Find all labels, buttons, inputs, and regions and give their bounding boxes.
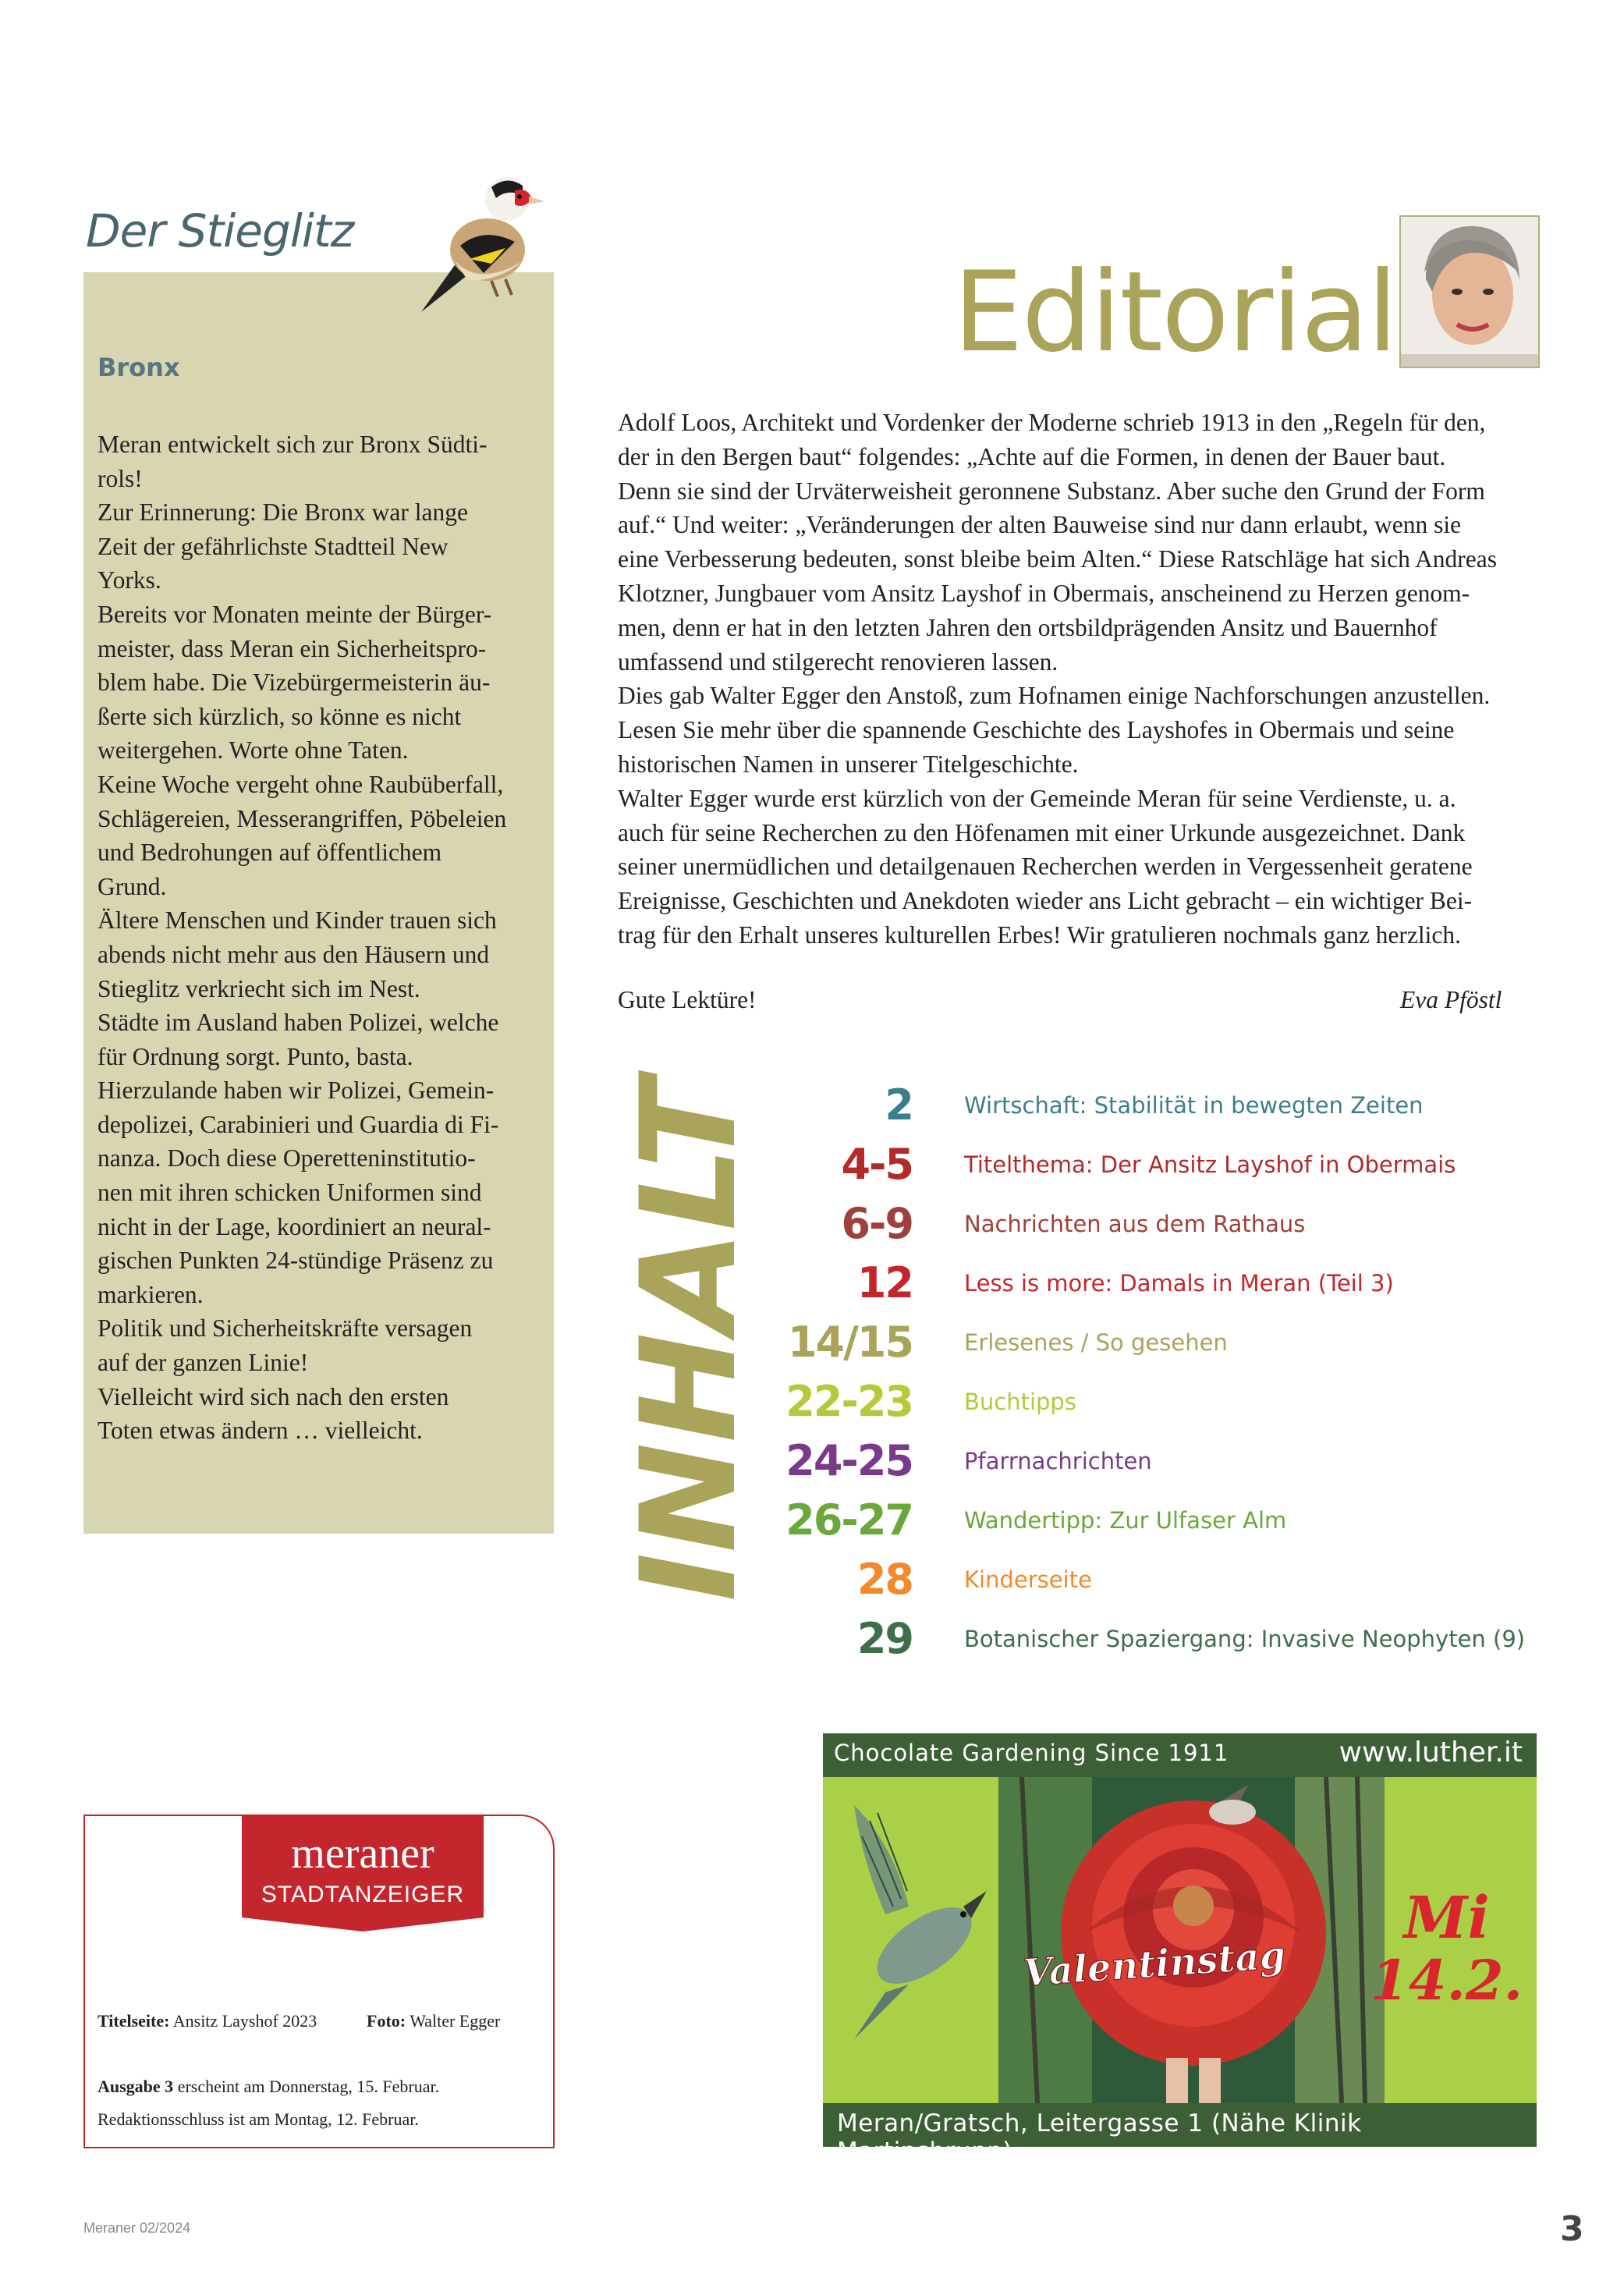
issue-text: erscheint am Donnerstag, 15. Februar. bbox=[177, 2077, 440, 2096]
valentinstag-text: Valentinstag bbox=[1021, 1933, 1287, 1995]
page-number: 3 bbox=[1560, 2209, 1584, 2249]
body-line: Schlägereien, Messerangriffen, Pöbeleien bbox=[98, 804, 507, 832]
toc-title: Less is more: Damals in Meran (Teil 3) bbox=[964, 1270, 1394, 1297]
author-portrait bbox=[1399, 215, 1540, 368]
cover-credit bbox=[98, 2011, 317, 2031]
body-line: Meran entwickelt sich zur Bronx Südti- bbox=[98, 431, 488, 458]
photo-value: Walter Egger bbox=[410, 2011, 501, 2031]
ad-date bbox=[1370, 1885, 1523, 2013]
body-line: eine Verbesserung bedeuten, sonst bleibe beim Alten.“ Diese Ratschläge hat sich Andreas bbox=[618, 545, 1497, 573]
body-line: Walter Egger wurde erst kürzlich von der Gemeinde Meran für seine Verdienste, u. a. bbox=[618, 784, 1456, 812]
body-line: Ereignisse, Geschichten und Anekdoten wieder ans Licht gebracht – ein wichtiger Bei- bbox=[618, 887, 1473, 915]
toc-title: Kinderseite bbox=[964, 1566, 1092, 1593]
toc-title: Buchtipps bbox=[964, 1389, 1076, 1415]
body-line: Stieglitz verkriecht sich im Nest. bbox=[98, 974, 420, 1002]
toc-title: Erlesenes / So gesehen bbox=[964, 1329, 1228, 1356]
toc-row[interactable] bbox=[749, 1493, 1607, 1548]
photo-credit bbox=[367, 2011, 500, 2031]
stieglitz-body bbox=[98, 427, 542, 1448]
masthead-logo-sub: STADTANZEIGER bbox=[261, 1882, 465, 1907]
ad-tagline: Chocolate Gardening Since 1911 bbox=[834, 1740, 1229, 1766]
body-line: Toten etwas ändern … vielleicht. bbox=[98, 1417, 423, 1445]
body-line: weitergehen. Worte ohne Taten. bbox=[98, 736, 409, 764]
issue-info bbox=[98, 2077, 439, 2097]
photo-label: Foto: bbox=[367, 2011, 406, 2031]
editorial-title: Editorial bbox=[953, 248, 1397, 377]
body-line: Adolf Loos, Architekt und Vordenker der Moderne schrieb 1913 in den „Regeln für den, bbox=[618, 409, 1486, 436]
body-line: meister, dass Meran ein Sicherheitspro- bbox=[98, 634, 487, 662]
toc-row[interactable] bbox=[749, 1552, 1607, 1607]
body-line: trag für den Erhalt unseres kulturellen Erbes! Wir gratulieren nochmals ganz herzlich. bbox=[618, 921, 1461, 949]
masthead-logo-name: meraner bbox=[291, 1829, 434, 1878]
portrait-image-icon bbox=[1401, 217, 1538, 367]
toc-page-number: 6-9 bbox=[841, 1199, 913, 1248]
body-line: für Ordnung sorgt. Punto, basta. bbox=[98, 1042, 413, 1070]
body-line: ßerte sich kürzlich, so könne es nicht bbox=[98, 702, 462, 730]
inhalt-heading-text: INHALT bbox=[612, 1080, 765, 1602]
ad-url-link[interactable]: www.luther.it bbox=[1339, 1736, 1523, 1768]
body-line: Denn sie sind der Urväterweisheit geronnene Substanz. Aber suche den Grund der Form bbox=[618, 477, 1485, 505]
editorial-signature: Eva Pföstl bbox=[1400, 986, 1502, 1013]
toc-page-number: 12 bbox=[856, 1258, 913, 1307]
toc-title: Wirtschaft: Stabilität in bewegten Zeiten bbox=[964, 1092, 1424, 1119]
toc-page-number: 28 bbox=[856, 1555, 913, 1604]
stieglitz-subtitle: Bronx bbox=[98, 353, 180, 382]
bird-sketch-icon bbox=[839, 1790, 995, 2047]
body-line: abends nicht mehr aus den Häusern und bbox=[98, 940, 490, 968]
body-line: Lesen Sie mehr über die spannende Geschichte des Layshofes in Obermais und seine bbox=[618, 716, 1455, 744]
ad-date-date: 14.2. bbox=[1370, 1948, 1523, 2013]
body-line: Städte im Ausland haben Polizei, welche bbox=[98, 1009, 499, 1037]
deadline-info: Redaktionsschluss ist am Montag, 12. Februar. bbox=[98, 2109, 419, 2129]
toc-row[interactable] bbox=[749, 1315, 1607, 1370]
body-line: Yorks. bbox=[98, 566, 161, 594]
body-line: men, denn er hat in den letzten Jahren den ortsbildprägenden Ansitz und Bauernhof bbox=[618, 613, 1438, 641]
body-line: Grund. bbox=[98, 872, 167, 900]
toc-row[interactable] bbox=[749, 1375, 1607, 1429]
valentinstag-lettering bbox=[1014, 1930, 1295, 2000]
body-line: auf der ganzen Linie! bbox=[98, 1349, 309, 1377]
editorial-greeting: Gute Lektüre! bbox=[618, 986, 757, 1013]
issue-label: Ausgabe 3 bbox=[98, 2077, 174, 2096]
footer-issue: Meraner 02/2024 bbox=[83, 2220, 191, 2236]
body-line: Politik und Sicherheitskräfte versagen bbox=[98, 1314, 473, 1343]
toc-page-number: 14/15 bbox=[787, 1318, 913, 1367]
toc-row[interactable] bbox=[749, 1078, 1607, 1133]
body-line: markieren. bbox=[98, 1280, 204, 1308]
toc-title: Nachrichten aus dem Rathaus bbox=[964, 1211, 1306, 1237]
toc-page-number: 22-23 bbox=[785, 1377, 913, 1426]
luther-advertisement[interactable] bbox=[823, 1733, 1537, 2166]
body-line: Vielleicht wird sich nach den ersten bbox=[98, 1382, 449, 1410]
toc-title: Pfarrnachrichten bbox=[964, 1448, 1152, 1474]
toc-page-number: 26-27 bbox=[785, 1495, 913, 1545]
toc-row[interactable] bbox=[749, 1256, 1607, 1311]
ad-date-day: Mi bbox=[1403, 1885, 1490, 1952]
body-line: Ältere Menschen und Kinder trauen sich bbox=[98, 906, 497, 935]
toc-page-number: 24-25 bbox=[785, 1436, 913, 1485]
inhalt-heading bbox=[582, 1075, 765, 1605]
body-line: gischen Punkten 24-stündige Präsenz zu bbox=[98, 1247, 494, 1275]
body-line: nicht in der Lage, koordiniert an neural- bbox=[98, 1212, 491, 1240]
body-line: Klotzner, Jungbauer vom Ansitz Layshof in Obermais, anscheinend zu Herzen genom- bbox=[618, 579, 1470, 607]
body-line: der in den Bergen baut“ folgendes: „Achte auf die Formen, in denen der Bauer baut. bbox=[618, 442, 1446, 470]
toc-page-number: 29 bbox=[856, 1614, 913, 1663]
cover-value: Ansitz Layshof 2023 bbox=[172, 2011, 317, 2031]
ad-bottom-bar bbox=[823, 2103, 1537, 2166]
body-line: Zur Erinnerung: Die Bronx war lange bbox=[98, 498, 468, 527]
stieglitz-title: Der Stieglitz bbox=[86, 204, 354, 257]
toc-page-number: 2 bbox=[885, 1080, 913, 1130]
toc-title: Wandertipp: Zur Ulfaser Alm bbox=[964, 1507, 1287, 1534]
body-line: auch für seine Recherchen zu den Höfenamen mit einer Urkunde ausgezeichnet. Dank bbox=[618, 818, 1466, 846]
body-line: Keine Woche vergeht ohne Raubüberfall, bbox=[98, 770, 504, 798]
body-line: nen mit ihren schicken Uniformen sind bbox=[98, 1179, 482, 1207]
body-line: Zeit der gefährlichste Stadtteil New bbox=[98, 532, 449, 560]
toc-row[interactable] bbox=[749, 1137, 1607, 1192]
ad-top-bar bbox=[823, 1733, 1537, 1777]
body-line: auf.“ Und weiter: „Veränderungen der alten Bauweise sind nur dann erlaubt, wenn sie bbox=[618, 511, 1462, 539]
toc-row[interactable] bbox=[749, 1612, 1607, 1666]
cover-label: Titelseite: bbox=[98, 2011, 170, 2031]
toc-title: Titelthema: Der Ansitz Layshof in Obermais bbox=[964, 1151, 1456, 1178]
body-line: depolizei, Carabinieri und Guardia di Fi- bbox=[98, 1110, 499, 1138]
body-line: Bereits vor Monaten meinte der Bürger- bbox=[98, 600, 492, 628]
toc-row[interactable] bbox=[749, 1197, 1607, 1251]
body-line: Dies gab Walter Egger den Anstoß, zum Hofnamen einige Nachforschungen anzustellen. bbox=[618, 682, 1491, 710]
toc-title: Botanischer Spaziergang: Invasive Neophyten (9) bbox=[964, 1626, 1526, 1652]
body-line: historischen Namen in unserer Titelgeschichte. bbox=[618, 750, 1079, 778]
ad-address: Meran/Gratsch, Leitergasse 1 (Nähe Klinik Martinsbrunn) bbox=[837, 2109, 1362, 2166]
toc-row[interactable] bbox=[749, 1434, 1607, 1488]
body-line: umfassend und stilgerecht renovieren lassen. bbox=[618, 647, 1058, 676]
body-line: nanza. Doch diese Operetteninstitutio- bbox=[98, 1144, 476, 1172]
body-line: rols! bbox=[98, 464, 143, 492]
body-line: blem habe. Die Vizebürgermeisterin äu- bbox=[98, 669, 491, 697]
body-line: Hierzulande haben wir Polizei, Gemein- bbox=[98, 1077, 495, 1105]
toc-page-number: 4-5 bbox=[841, 1140, 913, 1189]
editorial-body bbox=[618, 406, 1538, 952]
goldfinch-bird-icon bbox=[406, 164, 546, 320]
body-line: und Bedrohungen auf öffentlichem bbox=[98, 839, 442, 867]
body-line: seiner unermüdlichen und detailgenauen Recherchen werden in Vergessenheit geratene bbox=[618, 853, 1473, 881]
